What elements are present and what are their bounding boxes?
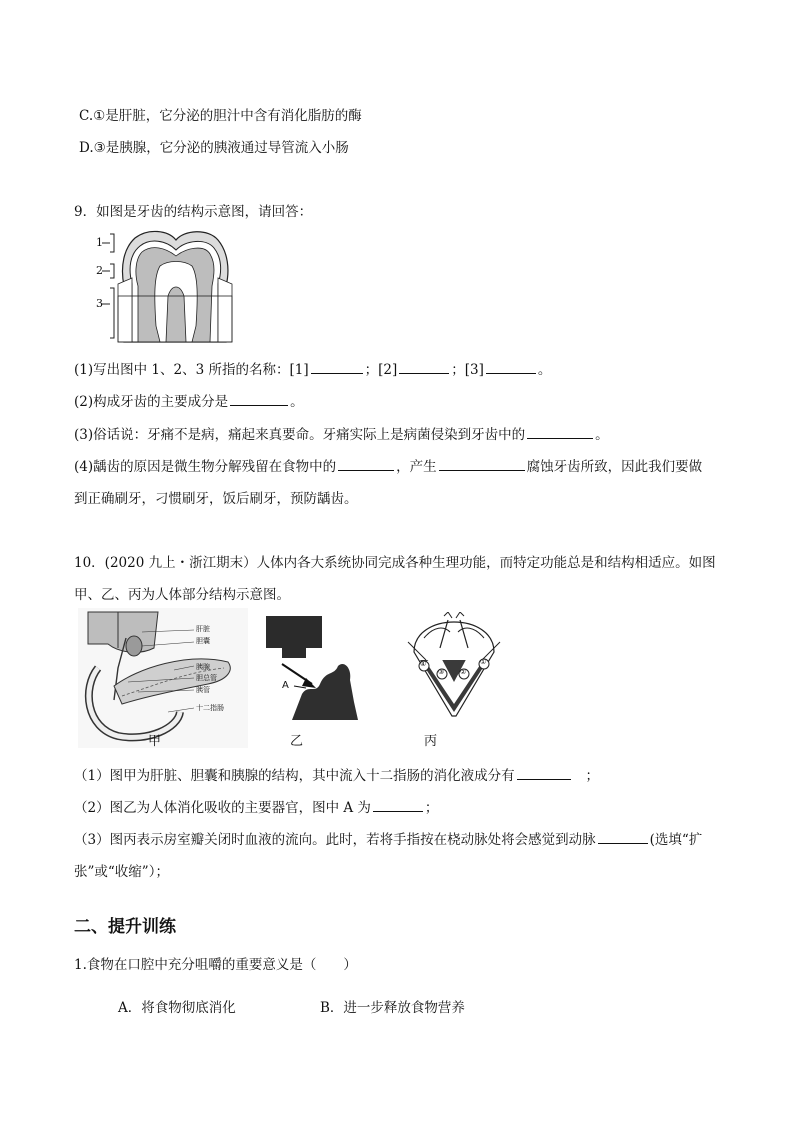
q9-part2: (2)构成牙齿的主要成分是 。 <box>74 394 304 410</box>
valve-number-2: ② <box>460 668 467 676</box>
blank-2[interactable] <box>399 360 449 374</box>
valve-number-1: ① <box>480 658 487 666</box>
organ-label-pancreas: 胰腺 <box>196 663 210 671</box>
q10-stem-line1: 10．(2020 九上・浙江期末）人体内各大系统协同完成各种生理功能，而特定功能总是和结构相适应。如图 <box>74 555 716 571</box>
blank-4[interactable] <box>230 392 288 406</box>
q10-part3-line2: 张”或“收缩”）； <box>74 864 169 880</box>
small-intestine-diagram <box>262 612 372 727</box>
s2-q1-stem: 1.食物在口腔中充分咀嚼的重要意义是（ ） <box>74 957 357 973</box>
blank-10[interactable] <box>598 830 648 844</box>
organ-label-duodenum: 十二指肠 <box>196 704 224 712</box>
heart-valve-diagram <box>404 612 504 722</box>
blank-1[interactable] <box>311 360 363 374</box>
figure-label-yi: 乙 <box>290 734 304 749</box>
section-heading: 二、提升训练 <box>74 917 176 937</box>
label-a: A <box>282 680 289 691</box>
q9-part1: (1)写出图中 1、2、3 所指的名称：[1] ；[2] ；[3] 。 <box>74 362 552 378</box>
s2-q1-option-b[interactable]: B．进一步释放食物营养 <box>320 1000 465 1016</box>
valve-number-3: ③ <box>438 668 445 676</box>
q10-part2: （2）图乙为人体消化吸收的主要器官，图中 A 为 ； <box>74 800 439 816</box>
q10-part1: （1）图甲为肝脏、胆囊和胰腺的结构，其中流入十二指肠的消化液成分有 ； <box>74 768 599 784</box>
figure-label-bing: 丙 <box>424 734 438 749</box>
figure-label-jia: 甲 <box>148 734 162 749</box>
tooth-label-3: 3 <box>96 297 103 310</box>
tooth-label-2: 2 <box>96 264 103 277</box>
q9-part3: (3)俗话说：牙痛不是病，痛起来真要命。牙痛实际上是病菌侵染到牙齿中的 。 <box>74 427 609 443</box>
option-c: C.①是肝脏，它分泌的胆汁中含有消化脂肪的酶 <box>79 108 362 124</box>
blank-3[interactable] <box>486 360 536 374</box>
digestive-gland-diagram <box>78 608 248 748</box>
q10-part3-line1: （3）图丙表示房室瓣关闭时血液的流向。此时，若将手指按在桡动脉处将会感觉到动脉 (选填“扩 <box>74 832 703 848</box>
organ-label-pancreatic-duct: 胰管 <box>196 686 210 694</box>
blank-6[interactable] <box>338 457 394 471</box>
option-d: D.③是胰腺，它分泌的胰液通过导管流入小肠 <box>79 140 349 156</box>
blank-9[interactable] <box>373 798 423 812</box>
blank-8[interactable] <box>517 766 571 780</box>
q9-part4-line2: 到正确刷牙，刁惯刷牙，饭后刷牙，预防龋齿。 <box>74 491 358 507</box>
valve-number-4: ④ <box>420 660 427 668</box>
q9-part4-line1: (4)龋齿的原因是微生物分解残留在食物中的 ，产生 腐蚀牙齿所致，因此我们要做 <box>74 459 703 475</box>
organ-label-gallbladder: 胆囊 <box>196 637 210 645</box>
q10-stem-line2: 甲、乙、丙为人体部分结构示意图。 <box>74 587 290 603</box>
organ-label-liver: 肝脏 <box>196 625 210 633</box>
blank-7[interactable] <box>439 457 525 471</box>
organ-label-bile-duct: 胆总管 <box>196 674 217 682</box>
blank-5[interactable] <box>527 425 593 439</box>
s2-q1-option-a[interactable]: A．将食物彻底消化 <box>118 1000 236 1016</box>
q9-stem: 9．如图是牙齿的结构示意图，请回答： <box>74 204 313 220</box>
tooth-label-1: 1 <box>96 236 103 249</box>
tooth-diagram <box>88 226 238 346</box>
